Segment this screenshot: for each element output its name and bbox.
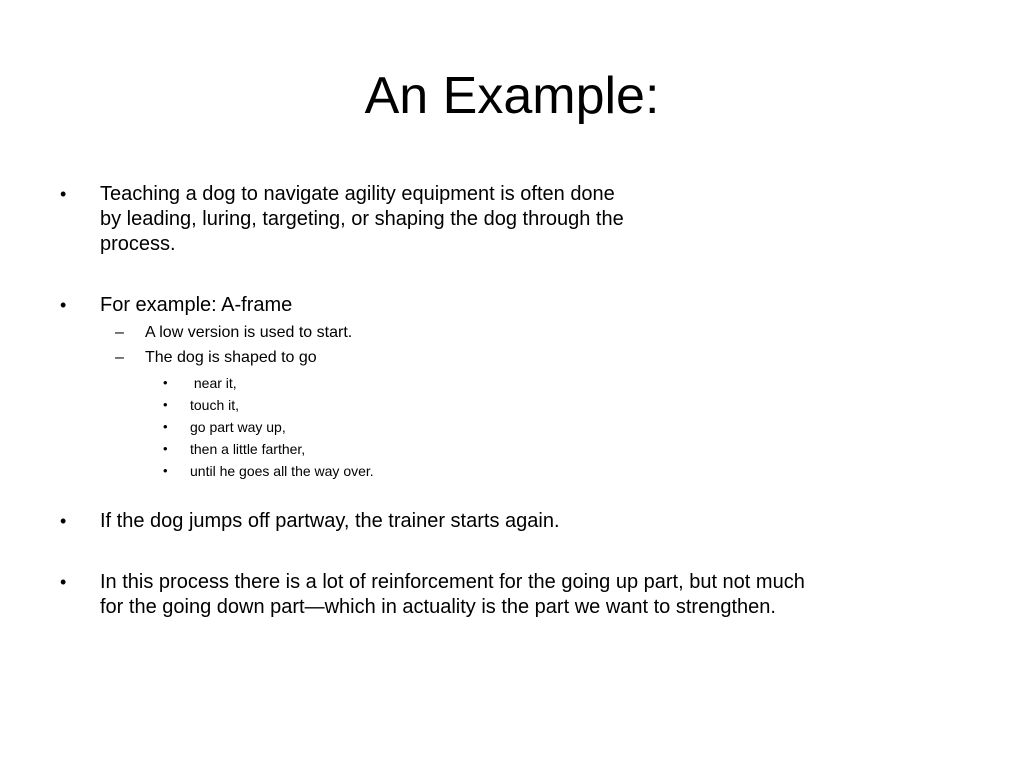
bullet-marker: •: [163, 375, 168, 390]
sub-item-2: [115, 348, 317, 368]
sub-sub-item-text: then a little farther,: [190, 441, 306, 457]
sub-sub-item-text: touch it,: [190, 397, 240, 413]
bullet-marker: •: [60, 184, 67, 204]
bullet-line: In this process there is a lot of reinforcement for the going up part, but not much: [100, 571, 805, 593]
bullet-marker: •: [163, 441, 168, 456]
bullet-marker: •: [60, 295, 67, 315]
bullet-marker: •: [163, 397, 168, 412]
sub-sub-item-1: [163, 374, 237, 392]
sub-sub-item-text: until he goes all the way over.: [190, 463, 374, 479]
bullet-item-3: [60, 509, 560, 534]
bullet-item-2: [60, 293, 293, 318]
sub-sub-item-text: go part way up,: [190, 419, 286, 435]
slide-title: An Example:: [364, 67, 660, 125]
bullet-marker: •: [60, 511, 67, 531]
sub-sub-item-5: [163, 462, 374, 480]
bullet-line: For example: A-frame: [100, 294, 293, 316]
sub-item-text: A low version is used to start.: [145, 324, 353, 341]
bullet-item-4: [60, 570, 805, 620]
sub-sub-item-2: [163, 396, 240, 414]
bullet-line: process.: [100, 233, 176, 255]
bullet-line: for the going down part—which in actuality is the part we want to strengthen.: [100, 596, 776, 618]
sub-item-1: [115, 323, 353, 343]
bullet-marker: •: [60, 572, 67, 592]
sub-sub-item-4: [163, 440, 306, 458]
bullet-line: Teaching a dog to navigate agility equipment is often done: [100, 183, 615, 205]
sub-sub-item-3: [163, 418, 286, 436]
sub-item-text: The dog is shaped to go: [145, 349, 317, 366]
bullet-line: If the dog jumps off partway, the trainer starts again.: [100, 510, 560, 532]
dash-marker: –: [115, 349, 124, 366]
bullet-marker: •: [163, 419, 168, 434]
bullet-line: by leading, luring, targeting, or shaping the dog through the: [100, 208, 624, 230]
dash-marker: –: [115, 324, 124, 341]
bullet-item-1: [60, 182, 624, 257]
bullet-marker: •: [163, 463, 168, 478]
sub-sub-item-text: near it,: [190, 375, 237, 391]
